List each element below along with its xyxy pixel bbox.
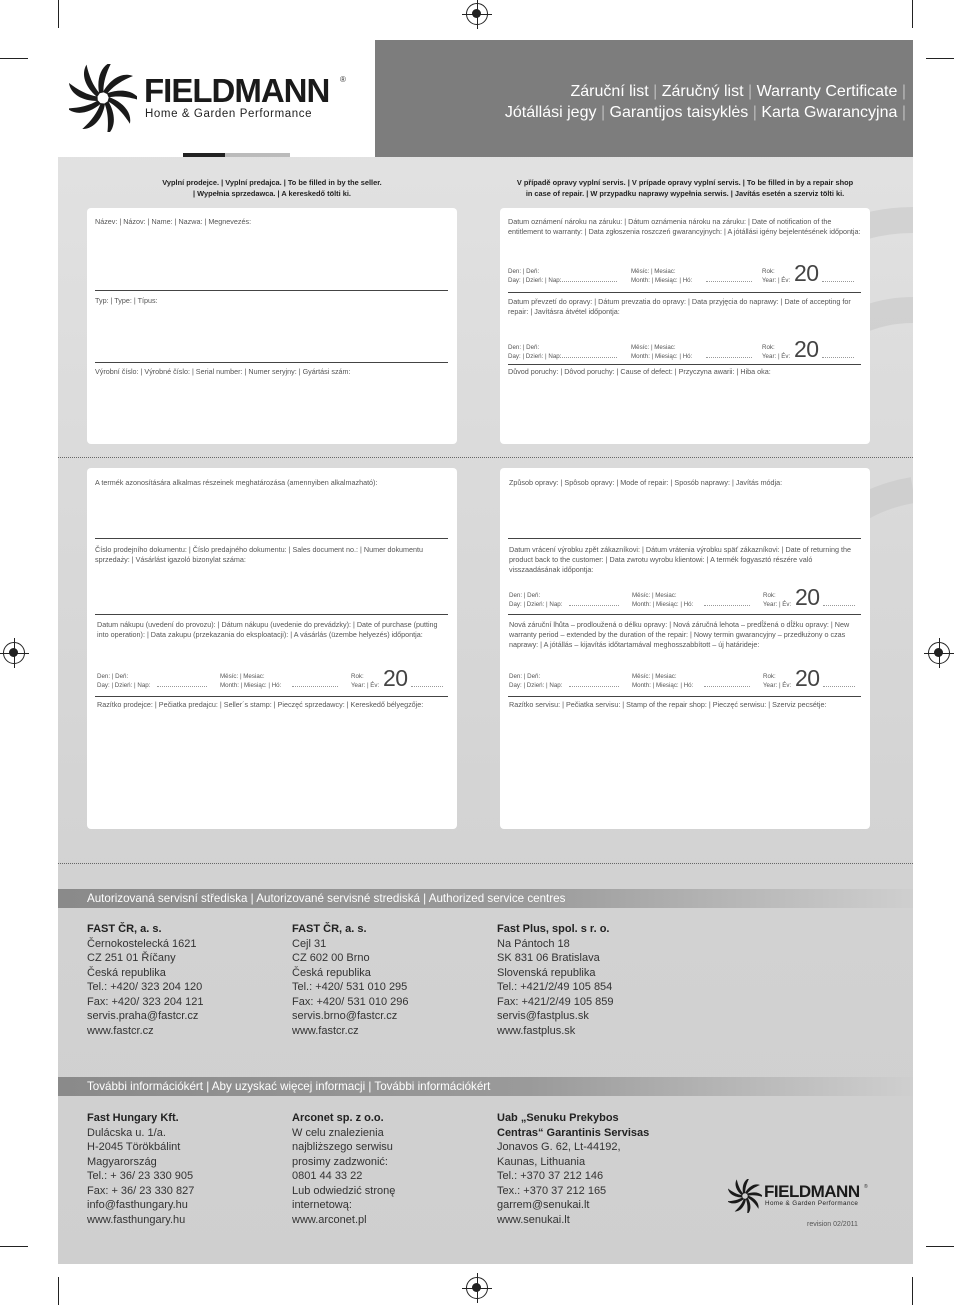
accept-date-row[interactable]: Den: | Deň: Day: | Dzień: | Nap: Měsíc: | Mesiac: Month: | Miesiąc: | Hó: Rok: Year: | Év: 20 bbox=[508, 342, 863, 366]
registration-mark-right bbox=[928, 642, 950, 664]
repair-result-panel bbox=[500, 468, 870, 829]
purchase-date-row[interactable]: Den: | Deň: Day: | Dzień: | Nap: Měsíc: | Mesiac: Month: | Miesiąc: | Hó: Rok: Year: | Év: 20 bbox=[97, 671, 452, 695]
parts-label: A termék azonosítására alkalmas részeinek meghatározása (amennyiben alkalmazható): bbox=[95, 478, 378, 487]
return-date-label: Datum vrácení výrobku zpět zákazníkovi: | Dátum vrátenia výrobku späť zákazníkovi: | Date of returning the product back to the customer: | Data zwrotu wyrobu klientowi: | A termék fogyasztó részére való visszaadásának időpontja: bbox=[509, 545, 852, 574]
footer-swirl-icon bbox=[728, 1179, 762, 1213]
header-line-1: Záruční list | Záručný list | Warranty Certificate | bbox=[570, 83, 906, 100]
new-warranty-label: Nová záruční lhůta – prodloužená o délku opravy: | Nová záručná lehota – predĺžená o dĺžku opravy: | New warranty period – extended by the duration of the repair: | Nowy termin gwarancyjny – przedłużony o czas naprawy: | A jótállás – kijavítás időtartamával meghosszabbított – új határideje: bbox=[509, 620, 850, 649]
brand-tagline: Home & Garden Performance bbox=[145, 108, 313, 120]
more-info-heading: További információkért | Aby uzyskać więcej informacji | További információkért bbox=[58, 1077, 913, 1096]
seller-stamp-label: Razítko prodejce: | Pečiatka predajcu: | Seller´s stamp: | Pieczęć sprzedawcy: | Kereskedő bélyegzője: bbox=[97, 700, 424, 709]
footer-brand-name: FIELDMANN bbox=[764, 1182, 860, 1201]
claim-date-row[interactable]: Den: | Deň: Day: | Dzień: | Nap: Měsíc: | Mesiac: Month: | Miesiąc: | Hó: Rok: Year: | Év: 20 bbox=[508, 266, 863, 290]
cut-line-1 bbox=[58, 457, 913, 458]
new-warranty-date-row[interactable]: Den: | Deň: Day: | Dzień: | Nap: Měsíc: | Mesiac: Month: | Miesiąc: | Hó: Rok: Year: | Év: 20 bbox=[509, 671, 864, 695]
logo-underline bbox=[58, 153, 375, 157]
fieldmann-swirl-icon bbox=[69, 64, 137, 132]
centre-prague: FAST ČR, a. s. Černokostelecká 1621 CZ 251 01 Říčany Česká republika Tel.: +420/ 323 204 120 Fax: +420/ 323 204 121 servis.praha@fastcr.cz www.fastcr.cz bbox=[87, 923, 204, 1037]
purchase-date-label: Datum nákupu (uvedení do provozu): | Dátum nákupu (uvedenie do prevádzky): | Date of purchase (putting into operation): | Data zakupu (przekazania do eksploatacji): | A vásárlás (üzembe helyezés) időpontja: bbox=[97, 620, 438, 639]
centre-brno: FAST ČR, a. s. Cejl 31 CZ 602 00 Brno Česká republika Tel.: +420/ 531 010 295 Fax: +420/ 531 010 296 servis.brno@fastcr.cz www.fastcr.cz bbox=[292, 923, 409, 1037]
footer-brand-tagline: Home & Garden Performance bbox=[765, 1200, 859, 1207]
defect-cause-label: Důvod poruchy: | Dôvod poruchy: | Cause of defect: | Przyczyna awarii: | Hiba oka: bbox=[508, 367, 771, 376]
product-name-label: Název: | Názov: | Name: | Nazwa: | Megnevezés: bbox=[95, 217, 252, 226]
seller-note: Vyplní prodejce. | Vyplní predajca. | To be filled in by the seller. | Wypełnia sprzedawca. | A kereskedő tölti ki. bbox=[162, 178, 382, 198]
brand-reg-mark: ® bbox=[340, 75, 346, 84]
serial-number-label: Výrobní číslo: | Výrobné číslo: | Serial number: | Numer seryjny: | Gyártási szám: bbox=[95, 367, 351, 376]
centre-bratislava: Fast Plus, spol. s r. o. Na Pántoch 18 SK 831 06 Bratislava Slovenská republika Tel.: +421/2/49 105 854 Fax: +421/2/49 105 859 servis@fastplus.sk www.fastplus.sk bbox=[497, 923, 614, 1037]
info-lithuania: Uab „Senuku Prekybos Centras“ Garantinis Servisas Jonavos G. 62, Lt-44192, Kaunas, Lithuania Tel.: +370 37 212 146 Tex.: +370 37 212 165 garrem@senukai.lt www.senukai.lt bbox=[497, 1112, 650, 1226]
header-line-2: Jótállási jegy | Garantijos taisyklės | Karta Gwarancyjna | bbox=[504, 104, 906, 121]
info-poland: Arconet sp. z o.o. W celu znalezienia najbliższego serwisu prosimy zadzwonić: 0801 44 33 22 Lub odwiedzić stronę internetową: www.arconet.pl bbox=[292, 1112, 396, 1226]
product-name-field[interactable] bbox=[95, 290, 448, 291]
return-date-row[interactable]: Den: | Deň: Day: | Dzień: | Nap: Měsíc: | Mesiac: Month: | Miesiąc: | Hó: Rok: Year: | Év: 20 bbox=[509, 590, 864, 614]
seller-product-panel bbox=[87, 208, 457, 444]
footer-brand-reg-mark: ® bbox=[864, 1184, 868, 1190]
registration-mark-top bbox=[466, 3, 488, 25]
seller-sale-panel bbox=[87, 468, 457, 829]
product-type-field[interactable] bbox=[95, 362, 448, 363]
claim-date-label: Datum oznámení nároku na záruku: | Dátum oznámenia nároku na záruku: | Date of notification of the entitlement to warranty: | Data zgłoszenia roszczeń gwarancyjnych: | A jótállási igény bejelentésének időpontja: bbox=[508, 217, 861, 236]
accept-date-label: Datum převzetí do opravy: | Dátum prevzatia do opravy: | Data przyjęcia do naprawy: | Date of accepting for repair: | Javításra átvétel időpontja: bbox=[508, 297, 851, 316]
revision-note: revision 02/2011 bbox=[807, 1221, 858, 1228]
sales-doc-label: Číslo prodejního dokumentu: | Číslo predajného dokumentu: | Sales document no.: | Numer dokumentu sprzedaży: | Vásárlást igazoló bizonylat száma: bbox=[95, 545, 424, 564]
info-hungary: Fast Hungary Kft. Dulácska u. 1/a. H-2045 Törökbálint Magyarország Tel.: + 36/ 23 330 905 Fax: + 36/ 23 330 827 info@fasthungary.hu www.fasthungary.hu bbox=[87, 1112, 195, 1226]
cut-line-2 bbox=[58, 863, 913, 864]
brand-name: FIELDMANN bbox=[144, 72, 330, 109]
registration-mark-bottom bbox=[466, 1277, 488, 1299]
repair-claim-panel bbox=[500, 208, 870, 444]
repair-stamp-label: Razítko servisu: | Pečiatka servisu: | Stamp of the repair shop: | Pieczęć serwisu: | Szerviz pecsétje: bbox=[509, 700, 827, 709]
product-type-label: Typ: | Type: | Típus: bbox=[95, 296, 158, 305]
service-centres-heading: Autorizovaná servisní střediska | Autorizované servisné strediská | Authorized service centres bbox=[58, 889, 913, 908]
repair-note: V případě opravy vyplní servis. | V prípade opravy vyplní servis. | To be filled in by a repair shop in case of repair. | W przypadku naprawy wypełnia serwis. | Javítás esetén a szerviz tölti ki. bbox=[516, 178, 854, 198]
repair-mode-label: Způsob opravy: | Spôsob opravy: | Mode of repair: | Sposób naprawy: | Javítás módja: bbox=[509, 478, 783, 487]
registration-mark-left bbox=[3, 642, 25, 664]
